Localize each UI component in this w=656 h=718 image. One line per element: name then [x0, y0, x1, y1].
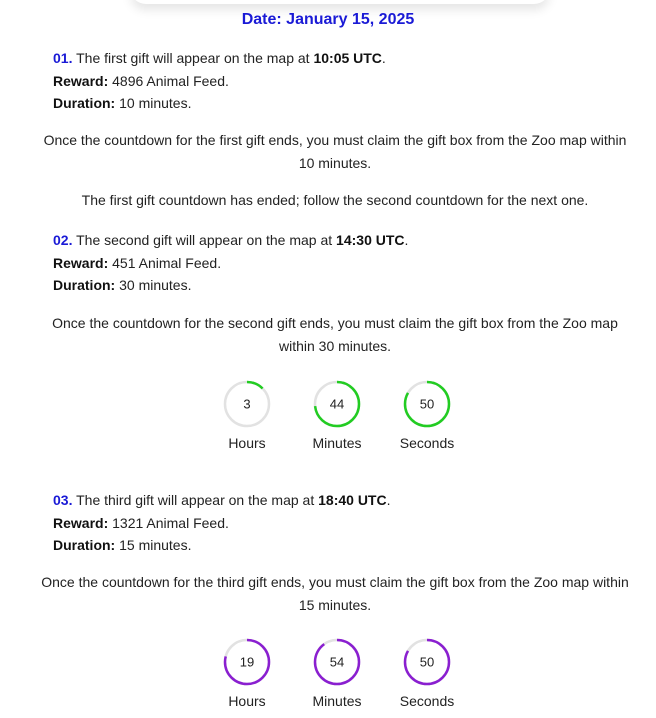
gift-2-minutes-value: 44: [329, 396, 345, 412]
gift-1-duration-label: Duration:: [53, 95, 116, 111]
gift-3-countdown: [0, 638, 656, 718]
gift-2-hours-value: 3: [243, 396, 251, 412]
gift-3-seconds-label: Seconds: [399, 693, 455, 709]
gift-2-seconds-ring: [403, 380, 451, 428]
gift-3-reward-line: [53, 512, 633, 535]
gift-2-seconds-unit: [387, 380, 467, 451]
gift-2-duration-value: 30 minutes.: [115, 277, 192, 293]
gift-1-duration-line: [53, 92, 633, 115]
gift-3-time: 18:40 UTC: [318, 492, 387, 508]
gift-1-appear-end: .: [381, 50, 386, 66]
gift-2-seconds-value: 50: [419, 396, 435, 412]
gift-3-minutes-label: Minutes: [312, 693, 362, 709]
gift-1-appear-line: [53, 47, 633, 70]
gift-3-duration-value: 15 minutes.: [115, 537, 192, 553]
gift-1-reward-label: Reward:: [53, 72, 109, 89]
gift-2-details: [53, 229, 633, 297]
gift-3-seconds-value: 50: [419, 654, 435, 670]
gift-3-claim-text: Once the countdown for the third gift ends, you must claim the gift box from the Zoo map within 15 minutes.: [41, 574, 629, 613]
gift-2-minutes-unit: [297, 380, 377, 451]
gift-3-minutes-ring: [313, 638, 361, 686]
gift-1-details: [53, 47, 633, 115]
gift-3-reward-value: 1321 Animal Feed.: [108, 514, 229, 531]
gift-1-reward-line: [53, 70, 633, 93]
gift-2-appear-line: [53, 229, 633, 252]
gift-3-minutes-value: 54: [329, 654, 345, 670]
gift-3-hours-label: Hours: [228, 693, 266, 709]
gift-2-number: 02.: [53, 232, 73, 248]
gift-3-hours-unit: [207, 638, 287, 709]
gift-2-hours-unit: [207, 380, 287, 451]
gift-2-minutes-label: Minutes: [312, 435, 362, 451]
gift-2-reward-label: Reward:: [53, 254, 109, 271]
top-card-edge: [130, 0, 550, 4]
gift-3-seconds-ring: [403, 638, 451, 686]
gift-3-hours-value: 19: [239, 654, 255, 670]
gift-1-number: 01.: [53, 50, 73, 66]
gift-1-claim-text: Once the countdown for the first gift ends, you must claim the gift box from the Zoo map within 10 minutes.: [43, 132, 627, 171]
gift-1-reward-value: 4896 Animal Feed.: [108, 72, 229, 89]
gift-3-number: 03.: [53, 492, 73, 508]
gift-3-duration-line: [53, 534, 633, 557]
gift-2-minutes-ring: [313, 380, 361, 428]
gift-3-appear-line: [53, 489, 633, 512]
gift-3-appear-text: The third gift will appear on the map at: [72, 492, 319, 508]
gift-2-hours-ring: [223, 380, 271, 428]
gift-3-appear-end: .: [386, 492, 391, 508]
gift-2-appear-end: .: [404, 232, 409, 248]
gift-1-ended-text: The first gift countdown has ended; follow the second countdown for the next one.: [81, 192, 589, 208]
gift-3-duration-label: Duration:: [53, 537, 116, 553]
gift-2-hours-label: Hours: [228, 435, 266, 451]
gift-2-seconds-label: Seconds: [399, 435, 455, 451]
gift-2-reward-value: 451 Animal Feed.: [108, 254, 222, 271]
gift-3-minutes-unit: [297, 638, 377, 709]
gift-3-seconds-unit: [387, 638, 467, 709]
gift-2-time: 14:30 UTC: [336, 232, 405, 248]
gift-2-reward-line: [53, 252, 633, 275]
gift-3-hours-ring: [223, 638, 271, 686]
gift-3-reward-label: Reward:: [53, 514, 109, 531]
gift-2-countdown: [0, 380, 656, 460]
gift-1-duration-value: 10 minutes.: [115, 95, 192, 111]
date-title: Date: January 15, 2025: [241, 11, 415, 28]
gift-3-details: [53, 489, 633, 557]
gift-2-duration-line: [53, 274, 633, 297]
gift-2-appear-text: The second gift will appear on the map at: [72, 232, 337, 248]
gift-2-claim-text: Once the countdown for the second gift ends, you must claim the gift box from the Zoo map within 30 minutes.: [52, 315, 618, 354]
gift-1-time: 10:05 UTC: [313, 50, 382, 66]
gift-2-duration-label: Duration:: [53, 277, 116, 293]
gift-1-appear-text: The first gift will appear on the map at: [72, 50, 314, 66]
